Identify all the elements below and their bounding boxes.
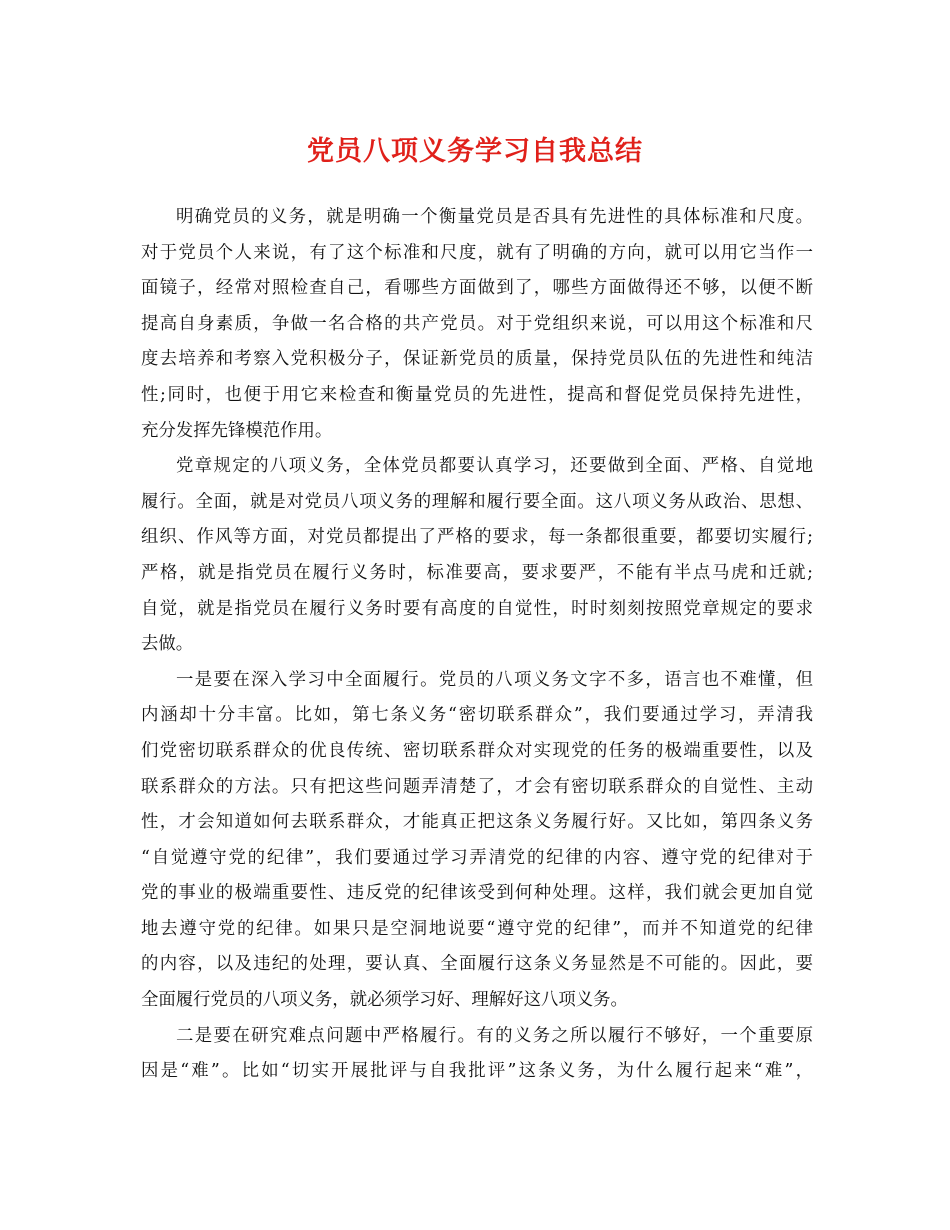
paragraph-line: 度去培养和考察入党积极分子，保证新党员的质量，保持党员队伍的先进性和纯洁: [141, 349, 813, 370]
paragraph: [141, 663, 813, 1019]
paragraph-line: 们党密切联系群众的优良传统、密切联系群众对实现党的任务的极端重要性，以及: [141, 740, 813, 761]
paragraph-line: 提高自身素质，争做一名合格的共产党员。对于党组织来说，可以用这个标准和尺: [141, 313, 813, 334]
paragraph-line: 自觉，就是指党员在履行义务时要有高度的自觉性，时时刻刻按照党章规定的要求: [141, 598, 813, 619]
document-title: 党员八项义务学习自我总结: [307, 136, 643, 167]
paragraph-line: 的内容，以及违纪的处理，要认真、全面履行这条义务显然是不可能的。因此，要: [141, 954, 813, 975]
paragraph-line: 明确党员的义务，就是明确一个衡量党员是否具有先进性的具体标准和尺度。: [176, 207, 813, 227]
paragraph-line: 对于党员个人来说，有了这个标准和尺度，就有了明确的方向，就可以用它当作一: [141, 242, 813, 263]
paragraph-line: 全面履行党员的八项义务，就必须学习好、理解好这八项义务。: [141, 990, 628, 1011]
paragraph-line: 二是要在研究难点问题中严格履行。有的义务之所以履行不够好，一个重要原: [176, 1025, 813, 1046]
paragraph-line: 地去遵守党的纪律。如果只是空洞地说要“遵守党的纪律”，而并不知道党的纪律: [141, 918, 813, 939]
paragraph-line: 组织、作风等方面，对党员都提出了严格的要求，每一条都很重要，都要切实履行;: [141, 527, 813, 548]
paragraph-line: 性，才会知道如何去联系群众，才能真正把这条义务履行好。又比如，第四条义务: [141, 812, 813, 833]
paragraph-line: “自觉遵守党的纪律”，我们要通过学习弄清党的纪律的内容、遵守党的纪律对于: [141, 847, 813, 868]
document-body: [141, 200, 813, 1090]
paragraph-line: 联系群众的方法。只有把这些问题弄清楚了，才会有密切联系群众的自觉性、主动: [141, 776, 813, 797]
paragraph-line: 因是“难”。比如“切实开展批评与自我批评”这条义务，为什么履行起来“难”，: [141, 1061, 813, 1082]
paragraph-line: 充分发挥先锋模范作用。: [141, 420, 333, 441]
paragraph-line: 性;同时，也便于用它来检查和衡量党员的先进性，提高和督促党员保持先进性，: [141, 384, 813, 405]
paragraph: [141, 200, 813, 449]
paragraph-line: 严格，就是指党员在履行义务时，标准要高，要求要严，不能有半点马虎和迁就;: [141, 562, 813, 583]
paragraph-line: 履行。全面，就是对党员八项义务的理解和履行要全面。这八项义务从政治、思想、: [141, 491, 813, 512]
paragraph-line: 党章规定的八项义务，全体党员都要认真学习，还要做到全面、严格、自觉地: [176, 456, 813, 477]
paragraph: [141, 449, 813, 663]
paragraph-line: 面镜子，经常对照检查自己，看哪些方面做到了，哪些方面做得还不够，以便不断: [141, 278, 813, 299]
paragraph-line: 去做。: [141, 634, 194, 655]
paragraph-line: 一是要在深入学习中全面履行。党员的八项义务文字不多，语言也不难懂，但: [176, 669, 813, 690]
paragraph-line: 党的事业的极端重要性、违反党的纪律该受到何种处理。这样，我们就会更加自觉: [141, 883, 813, 904]
paragraph-line: 内涵却十分丰富。比如，第七条义务“密切联系群众”，我们要通过学习，弄清我: [141, 705, 813, 726]
paragraph: [141, 1019, 813, 1090]
